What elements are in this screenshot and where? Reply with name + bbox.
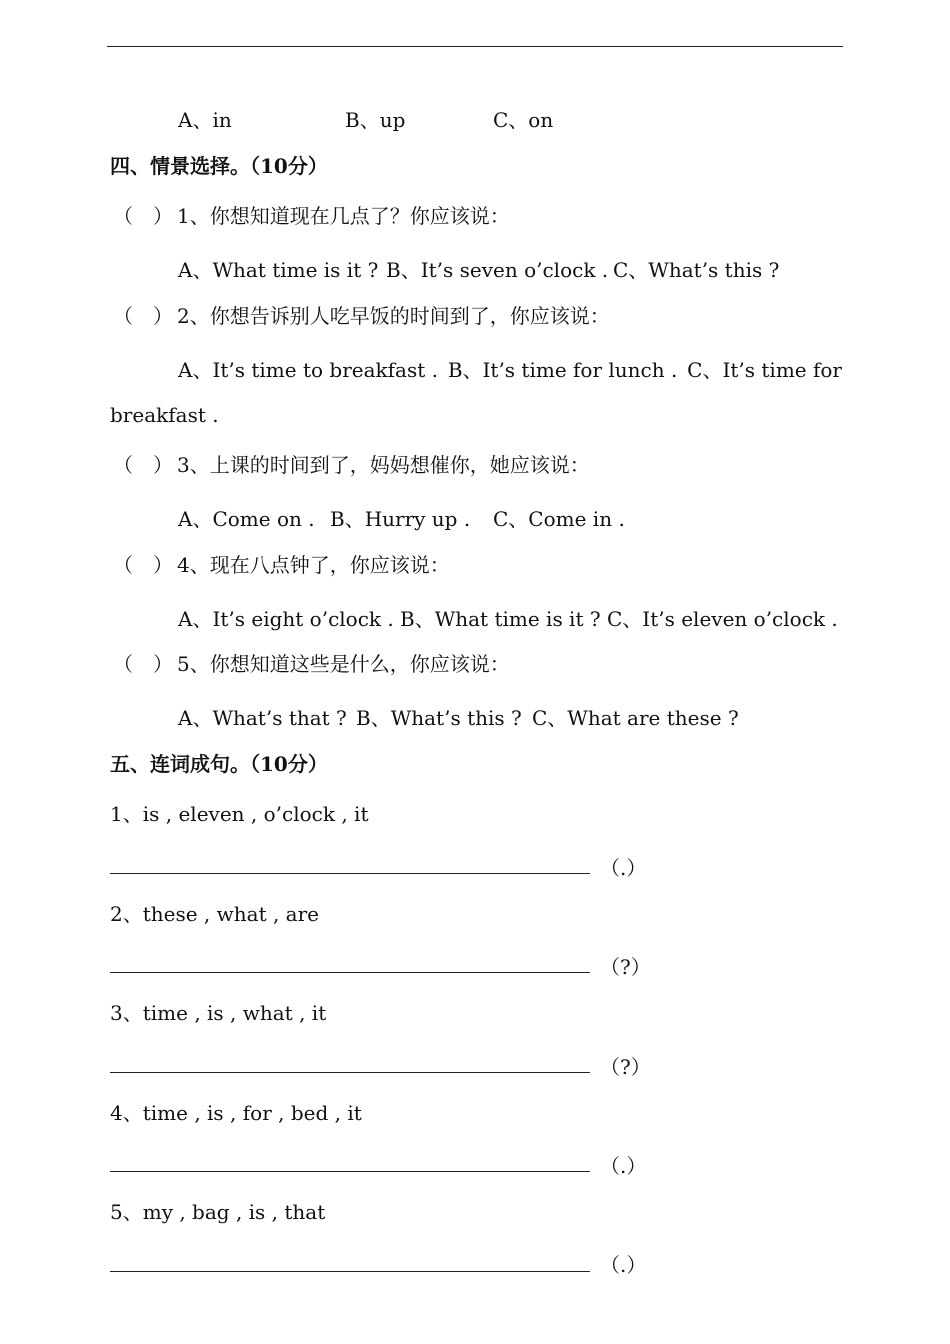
s5-item3-end: （?） <box>600 1055 651 1079</box>
q1-stem: 1、你想知道现在几点了？你应该说： <box>177 204 510 228</box>
section5-heading: 五、连词成句。（10分） <box>110 752 328 776</box>
q2-option-c: C、It’s time for <box>687 358 842 382</box>
s5-item1-blank[interactable] <box>110 873 590 874</box>
q4-option-b: B、What time is it ? <box>400 607 601 631</box>
s5-item4-words: 4、time , is , for , bed , it <box>110 1101 362 1125</box>
q3-option-c: C、Come in . <box>493 507 625 531</box>
q2-option-a: A、It’s time to breakfast . <box>178 358 438 382</box>
s5-item3-blank[interactable] <box>110 1072 590 1073</box>
prev-option-c: C、on <box>493 108 554 132</box>
prev-option-b: B、up <box>345 108 406 132</box>
s5-item4-end: （.） <box>600 1154 647 1178</box>
q5-stem: 5、你想知道这些是什么，你应该说： <box>177 652 510 676</box>
q1-answer-bracket[interactable]: （ ） <box>113 204 173 228</box>
s5-item5-end: （.） <box>600 1253 647 1277</box>
section4-heading: 四、情景选择。（10分） <box>110 154 328 178</box>
q5-option-c: C、What are these ? <box>532 706 739 730</box>
q5-answer-bracket[interactable]: （ ） <box>113 652 173 676</box>
q2-stem: 2、你想告诉别人吃早饭的时间到了，你应该说： <box>177 304 610 328</box>
s5-item2-words: 2、these , what , are <box>110 902 320 926</box>
q3-option-a: A、Come on . <box>178 507 315 531</box>
q1-option-a: A、What time is it ? <box>178 258 379 282</box>
q5-option-b: B、What’s this ? <box>356 706 522 730</box>
q4-stem: 4、现在八点钟了，你应该说： <box>177 553 450 577</box>
s5-item3-words: 3、time , is , what , it <box>110 1001 327 1025</box>
s5-item5-blank[interactable] <box>110 1271 590 1272</box>
q3-option-b: B、Hurry up . <box>330 507 471 531</box>
q3-answer-bracket[interactable]: （ ） <box>113 453 173 477</box>
q4-answer-bracket[interactable]: （ ） <box>113 553 173 577</box>
header-rule <box>107 46 843 47</box>
q3-stem: 3、上课的时间到了，妈妈想催你，她应该说： <box>177 453 590 477</box>
s5-item2-end: （?） <box>600 955 651 979</box>
s5-item1-words: 1、is , eleven , o’clock , it <box>110 802 369 826</box>
q2-option-b: B、It’s time for lunch . <box>447 358 678 382</box>
q4-option-c: C、It’s eleven o’clock . <box>607 607 838 631</box>
s5-item1-end: （.） <box>600 856 647 880</box>
s5-item2-blank[interactable] <box>110 972 590 973</box>
q1-option-b: B、It’s seven o’clock . <box>386 258 609 282</box>
q4-option-a: A、It’s eight o’clock . <box>178 607 394 631</box>
prev-option-a: A、in <box>178 108 232 132</box>
s5-item4-blank[interactable] <box>110 1171 590 1172</box>
q5-option-a: A、What’s that ? <box>178 706 347 730</box>
q2-options-row <box>178 354 842 383</box>
q1-option-c: C、What’s this ? <box>613 258 780 282</box>
q2-option-c-wrap: breakfast . <box>110 403 219 427</box>
s5-item5-words: 5、my , bag , is , that <box>110 1200 326 1224</box>
q2-answer-bracket[interactable]: （ ） <box>113 304 173 328</box>
